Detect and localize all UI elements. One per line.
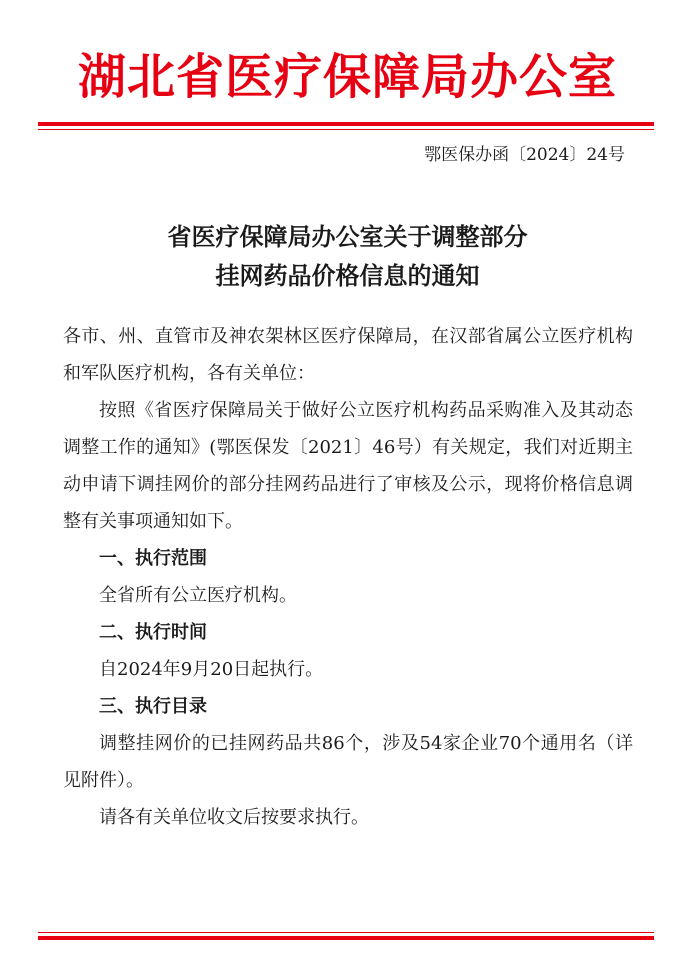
section-heading-scope: 一、执行范围 [99,548,207,569]
document-title-line-2: 挂网药品价格信息的通知 [215,261,480,290]
masthead-title: 湖北省医疗保障局办公室 [77,49,617,105]
document-title-line-1: 省医疗保障局办公室关于调整部分 [167,222,528,251]
masthead-rule-thick [38,122,654,126]
document-body [63,318,633,836]
intro-paragraph: 按照《省医疗保障局关于做好公立医疗机构药品采购准入及其动态调整工作的通知》(鄂医保发〔2021〕46号）有关规定，我们对近期主动申请下调挂网价的部分挂网药品进行了审核及公示，现将价格信息调整有关事项通知如下。 [63,400,633,532]
section-heading-catalog: 三、执行目录 [99,696,207,717]
closing-paragraph: 请各有关单位收文后按要求执行。 [99,807,369,828]
section-text-time: 自2024年9月20日起执行。 [99,659,324,680]
salutation: 各市、州、直管市及神农架林区医疗保障局，在汉部省属公立医疗机构和军队医疗机构，各有关单位： [63,326,633,384]
document-number: 鄂医保办函〔2024〕24号 [424,145,625,165]
masthead-rule-thin [38,129,654,130]
section-heading-time: 二、执行时间 [99,622,207,643]
section-text-catalog: 调整挂网价的已挂网药品共86个，涉及54家企业70个通用名（详见附件）。 [63,733,633,791]
section-text-scope: 全省所有公立医疗机构。 [99,585,297,606]
footer-rule-thin [38,932,654,933]
footer-rule-thick [38,936,654,940]
